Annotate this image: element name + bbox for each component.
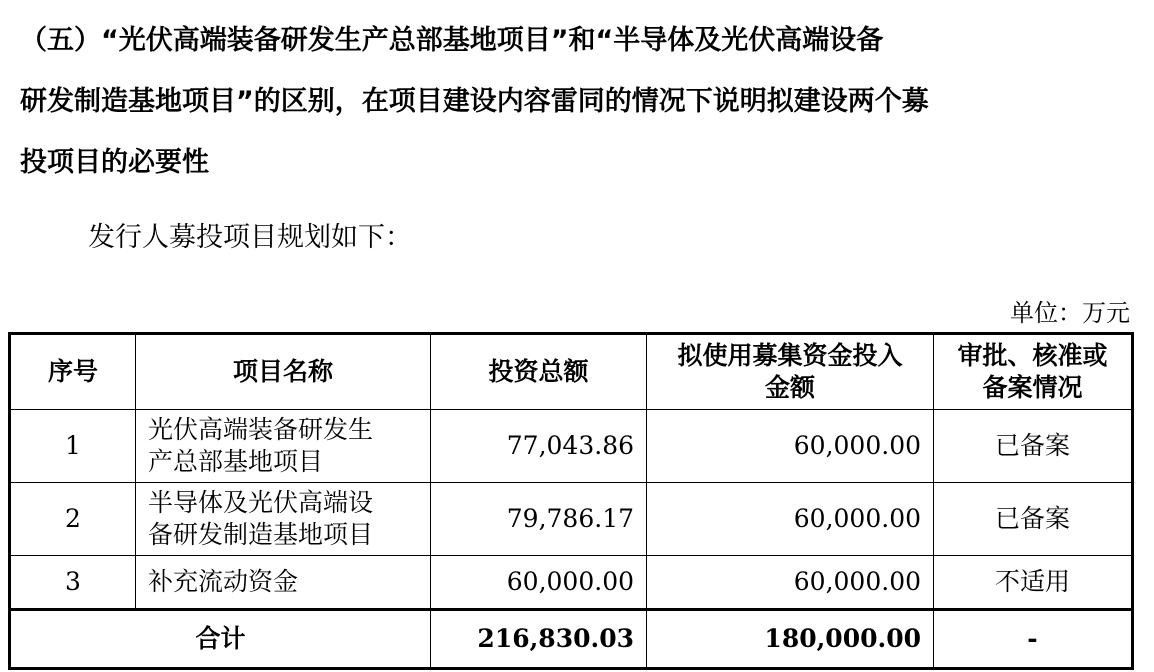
row-raised-funds: 60,000.00 xyxy=(647,410,934,483)
row-total-investment: 60,000.00 xyxy=(431,556,647,610)
header-raised-funds xyxy=(647,334,934,410)
project-name-line-1: 光伏高端装备研发生 xyxy=(148,415,374,444)
heading-line-3: 投项目的必要性 xyxy=(20,147,209,178)
unit-label: 单位：万元 xyxy=(1010,299,1130,327)
header-project-name: 项目名称 xyxy=(136,334,431,410)
heading-line-1: （五）“光伏高端装备研发生产总部基地项目”和“半导体及光伏高端设备 xyxy=(20,25,884,56)
row-project-name xyxy=(136,483,431,556)
table-row xyxy=(10,410,1133,483)
header-raised-line-2: 金额 xyxy=(764,373,815,402)
row-seq: 1 xyxy=(10,410,136,483)
table-total-row xyxy=(10,610,1133,669)
row-raised-funds: 60,000.00 xyxy=(647,483,934,556)
header-approval xyxy=(934,334,1133,410)
project-name-line-2: 备研发制造基地项目 xyxy=(148,520,374,549)
header-total-investment: 投资总额 xyxy=(431,334,647,410)
table-row xyxy=(10,556,1133,610)
total-investment-sum: 216,830.03 xyxy=(431,610,647,669)
header-approval-line-1: 审批、核准或 xyxy=(957,341,1108,370)
header-approval-line-2: 备案情况 xyxy=(982,373,1083,402)
project-name-line-2: 产总部基地项目 xyxy=(148,447,324,476)
total-label: 合计 xyxy=(10,610,431,669)
header-raised-line-1: 拟使用募集资金投入 xyxy=(677,341,903,370)
row-seq: 2 xyxy=(10,483,136,556)
project-name-line-1: 半导体及光伏高端设 xyxy=(148,488,374,517)
row-total-investment: 79,786.17 xyxy=(431,483,647,556)
row-approval: 已备案 xyxy=(934,483,1133,556)
table-row xyxy=(10,483,1133,556)
fundraising-projects-table xyxy=(8,332,1134,670)
row-approval: 不适用 xyxy=(934,556,1133,610)
row-raised-funds: 60,000.00 xyxy=(647,556,934,610)
row-total-investment: 77,043.86 xyxy=(431,410,647,483)
row-project-name xyxy=(136,556,431,610)
row-approval: 已备案 xyxy=(934,410,1133,483)
header-seq: 序号 xyxy=(10,334,136,410)
total-approval: - xyxy=(934,610,1133,669)
heading-line-2: 研发制造基地项目”的区别，在项目建设内容雷同的情况下说明拟建设两个募 xyxy=(20,86,929,117)
table-header-row xyxy=(10,334,1133,410)
row-seq: 3 xyxy=(10,556,136,610)
total-raised-sum: 180,000.00 xyxy=(647,610,934,669)
row-project-name xyxy=(136,410,431,483)
project-name-line-1: 补充流动资金 xyxy=(148,567,299,596)
intro-paragraph: 发行人募投项目规划如下： xyxy=(88,222,412,253)
section-heading xyxy=(20,10,1140,193)
